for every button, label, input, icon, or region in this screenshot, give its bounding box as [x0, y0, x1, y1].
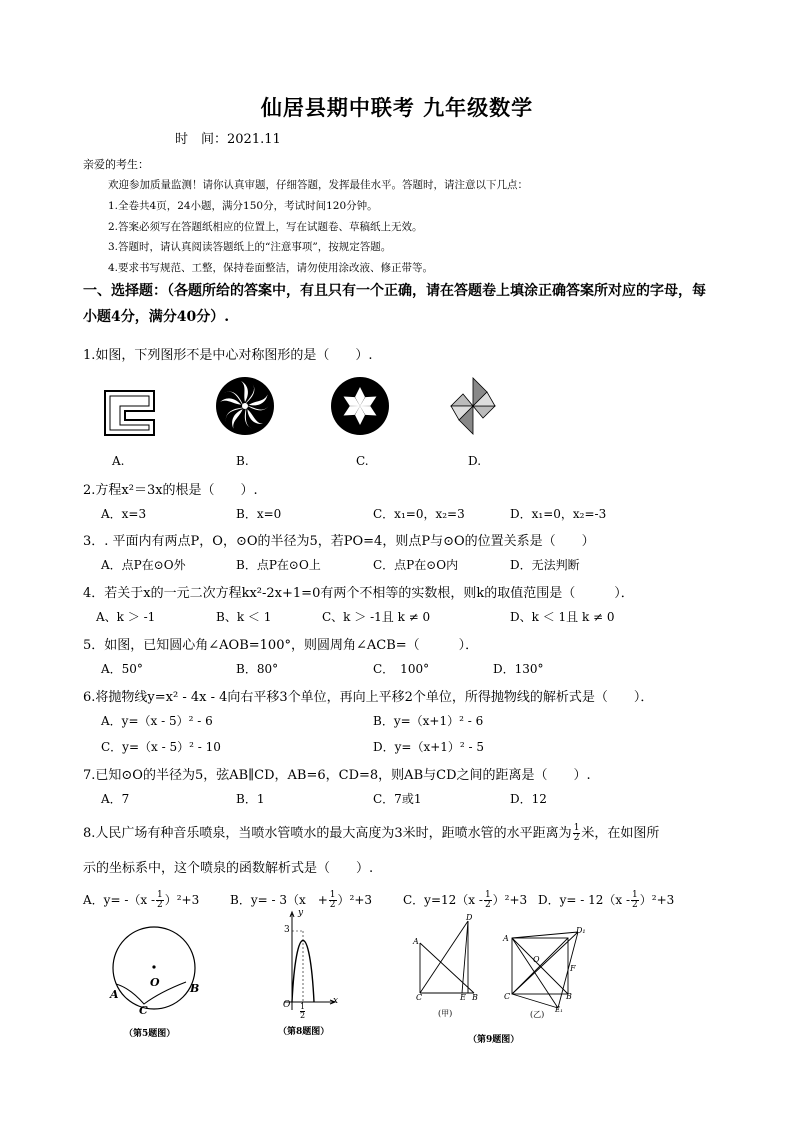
q2-option-d: D．x₁=0，x₂=-3: [510, 507, 607, 521]
q8-option-d: [538, 891, 674, 910]
q1-figure-d: [448, 376, 498, 436]
fig9-yi-a: A: [503, 934, 509, 943]
question-2-stem: 2.方程x²＝3x的根是（ ）.: [83, 483, 258, 498]
fig8-frac-num: 1: [300, 1002, 306, 1011]
fig9-yi-e1: E₁: [555, 1006, 563, 1014]
q5-option-b: B．80°: [236, 662, 279, 676]
q7-option-a: A．7: [101, 792, 130, 806]
fig8-label-3: 3: [284, 925, 290, 935]
fraction-numerator: 1: [573, 823, 580, 833]
fraction-denominator: 2: [157, 900, 163, 910]
fraction-numerator: 1: [484, 890, 491, 900]
fig8-fraction: [300, 1003, 305, 1020]
fig5-label-b: B: [190, 982, 200, 995]
fig8-caption: （第8题图）: [278, 1027, 330, 1037]
instruction-line: 3.答题时，请认真阅读答题纸上的“注意事项”，按规定答题。: [108, 241, 392, 253]
q4-option-d: D、k ＜ 1且 k ≠ 0: [510, 610, 615, 624]
q6-option-d: D．y=（x+1）² - 5: [373, 740, 485, 754]
q8-b-prefix: B．y= - 3（x +: [230, 893, 328, 907]
fraction-denominator: 2: [632, 900, 638, 910]
q1-figure-a: [104, 390, 156, 436]
q5-option-a: A．50°: [101, 662, 143, 676]
q2-option-b: B．x=0: [236, 507, 282, 521]
q1-option-c: C.: [356, 454, 369, 468]
q1-figure-c: [330, 376, 390, 436]
q5-option-c: C． 100°: [373, 662, 430, 676]
fig9-jia-e: E: [460, 993, 466, 1002]
question-7-stem: 7.已知⊙O的半径为5，弦AB∥CD，AB=6，CD=8，则AB与CD之间的距离是（ ）.: [83, 768, 591, 783]
fig9-jia-a: A: [413, 937, 419, 946]
q1-option-d: D.: [468, 454, 482, 468]
q4-option-b: B、k ＜ 1: [216, 610, 272, 624]
fig8-label-o: O: [283, 1000, 291, 1010]
q8-fraction: [573, 824, 581, 843]
fig8-label-y: y: [298, 908, 304, 918]
q1-option-a: A.: [112, 454, 125, 468]
fig9-yi-b: B: [566, 992, 572, 1001]
instruction-line: 欢迎参加质量监测！请你认真审题，仔细答题，发挥最佳水平。答题时，请注意以下几点：: [108, 179, 528, 191]
instruction-line: 4.要求书写规范、工整，保持卷面整洁，请勿使用涂改液、修正带等。: [108, 262, 434, 274]
fraction-denominator: 2: [484, 900, 491, 910]
question-5-stem: 5．如图，已知圆心角∠AOB=100°，则圆周角∠ACB=（ ）．: [83, 638, 479, 653]
fig9-yi-caption: (乙): [530, 1010, 545, 1019]
q3-option-b: B．点P在⊙O上: [236, 558, 321, 572]
fraction-numerator: 1: [632, 890, 638, 900]
q8-option-a: [83, 891, 199, 910]
q8-b-suffix: ）²+3: [337, 893, 373, 907]
q8-c-suffix: ）²+3: [492, 893, 528, 907]
fig9-jia-c: C: [416, 993, 423, 1002]
q8-a-fraction: [156, 891, 164, 910]
fig8-frac-den: 2: [300, 1011, 306, 1020]
q8-d-suffix: ）²+3: [639, 893, 675, 907]
fig9-jia-caption: (甲): [438, 1009, 453, 1018]
q1-figure-b: [215, 376, 275, 436]
q8-a-suffix: ）²+3: [164, 893, 200, 907]
fraction-numerator: 1: [157, 890, 163, 900]
q6-option-a: A．y=（x - 5）² - 6: [101, 714, 213, 728]
question-1-stem: 1.如图，下列图形不是中心对称图形的是（ ）.: [83, 348, 373, 363]
q7-option-c: C．7或1: [373, 792, 422, 806]
q3-option-a: A．点P在⊙O外: [101, 558, 186, 572]
instruction-line: 1.全卷共4页，24小题，满分150分，考试时间120分钟。: [108, 200, 378, 212]
figure-5-circle: [108, 922, 208, 1022]
fig9-jia-b: B: [472, 993, 478, 1002]
question-3-stem: 3．. 平面内有两点P，O，⊙O的半径为5，若PO=4，则点P与⊙O的位置关系是（ ）: [83, 534, 595, 549]
fig5-label-c: C: [139, 1004, 148, 1017]
q8-a-prefix: A．y= -（x -: [83, 893, 156, 907]
fraction-denominator: 2: [573, 833, 580, 843]
q8-c-prefix: C．y=12（x -: [403, 893, 483, 907]
q8-c-fraction: [484, 891, 492, 910]
fig9-caption: （第9题图）: [468, 1035, 520, 1045]
page-title: 仙居县期中联考 九年级数学: [260, 95, 534, 120]
q8-option-c: [403, 891, 527, 910]
q4-option-c: C、k ＞ -1且 k ≠ 0: [322, 610, 431, 624]
q8-b-fraction: [329, 891, 337, 910]
q8-d-prefix: D．y= - 12（x -: [538, 893, 631, 907]
q8-stem-part2: 米，在如图所: [581, 826, 660, 841]
q8-d-fraction: [631, 891, 639, 910]
q3-option-c: C．点P在⊙O内: [373, 558, 459, 572]
section-heading: 一、选择题：（各题所给的答案中，有且只有一个正确，请在答题卷上填涂正确答案所对应的字母，每: [83, 283, 706, 299]
q8-stem-part1: 8.人民广场有种音乐喷泉，当喷水管喷水的最大高度为3米时，距喷水管的水平距离为: [83, 826, 572, 841]
q5-option-d: D．130°: [493, 662, 544, 676]
fraction-numerator: 1: [329, 890, 336, 900]
exam-time: 时 间：2021.11: [175, 132, 281, 147]
q7-option-d: D．12: [510, 792, 547, 806]
q2-option-c: C．x₁=0，x₂=3: [373, 507, 465, 521]
instruction-line: 2.答案必须写在答题纸相应的位置上，写在试题卷、草稿纸上无效。: [108, 221, 423, 233]
fig9-yi-d1: D₁: [576, 926, 586, 935]
fig9-jia-d: D: [466, 913, 473, 922]
q7-option-b: B．1: [236, 792, 265, 806]
fig5-label-o: O: [150, 976, 160, 989]
fig5-caption: （第5题图）: [124, 1029, 176, 1039]
fig9-yi-c: C: [504, 992, 511, 1001]
q1-option-b: B.: [236, 454, 249, 468]
q6-option-c: C．y=（x - 5）² - 10: [101, 740, 221, 754]
section-heading: 小题4分，满分40分）.: [83, 309, 230, 325]
q3-option-d: D．无法判断: [510, 558, 580, 572]
fraction-denominator: 2: [329, 900, 336, 910]
fig9-yi-f: F: [570, 964, 576, 973]
fig8-label-x: x: [333, 996, 339, 1006]
fig9-yi-o: O: [533, 955, 540, 964]
question-8-stem-line2: 示的坐标系中，这个喷泉的函数解析式是（ ）.: [83, 861, 374, 876]
fig5-label-a: A: [110, 988, 119, 1001]
q2-option-a: A．x=3: [101, 507, 147, 521]
question-6-stem: 6.将抛物线y=x² - 4x - 4向右平移3个单位，再向上平移2个单位，所得抛物线的解析式是（ ）．: [83, 690, 654, 705]
question-8-stem: [83, 822, 659, 843]
q4-option-a: A、k ＞ -1: [96, 610, 156, 624]
q6-option-b: B．y=（x+1）² - 6: [373, 714, 484, 728]
greeting: 亲爱的考生：: [83, 158, 149, 171]
figure-9-jia: [412, 915, 482, 1000]
question-4-stem: 4．若关于x的一元二次方程kx²-2x+1=0有两个不相等的实数根，则k的取值范围是（ ）．: [83, 586, 634, 601]
